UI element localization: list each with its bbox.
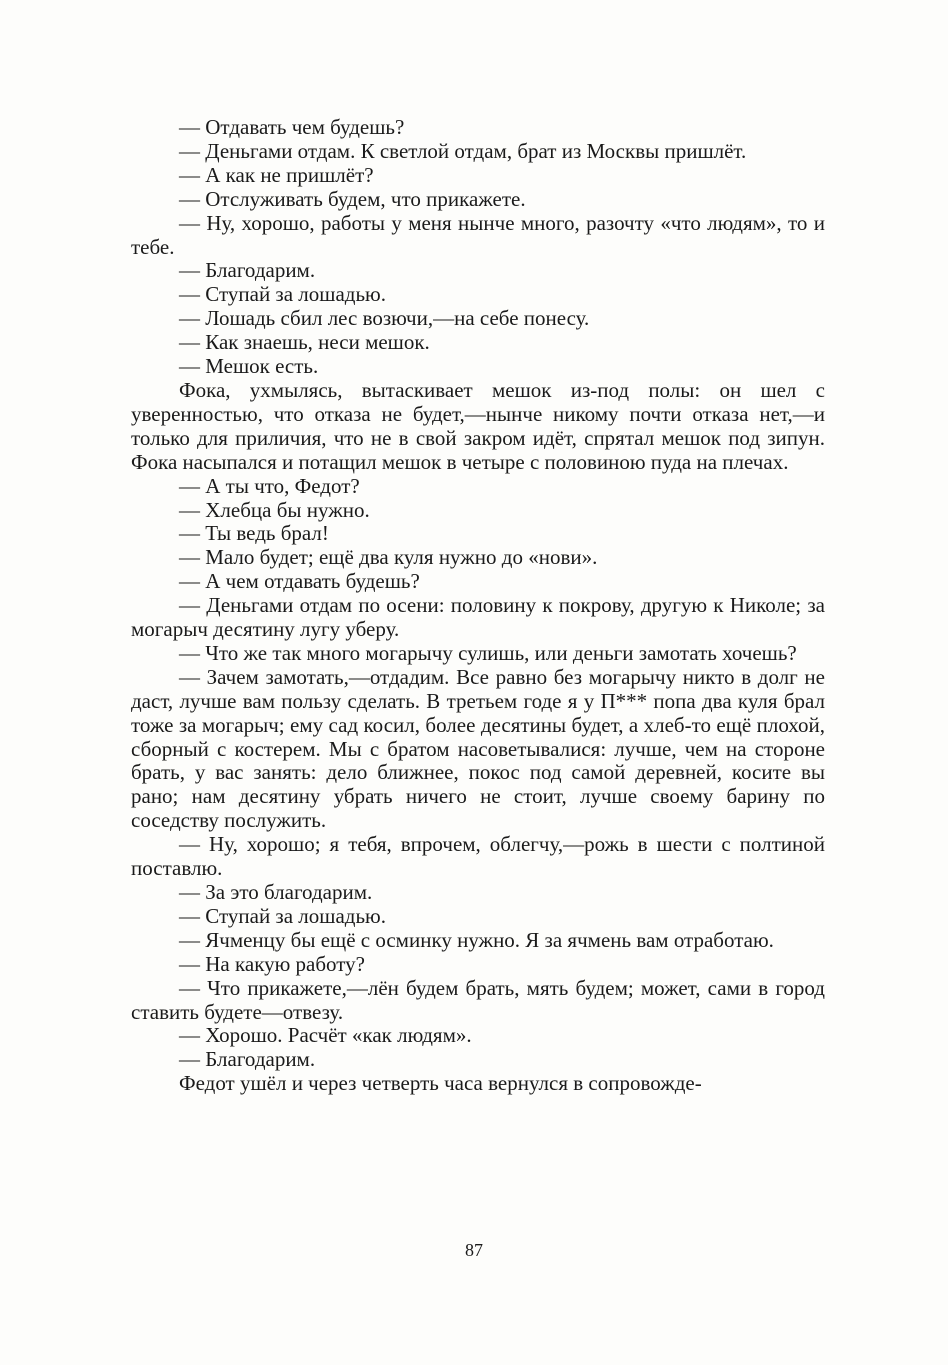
paragraph: — А чем отдавать будешь? (179, 569, 420, 594)
paragraph: — Ступай за лошадью. (179, 903, 386, 928)
paragraph: — Мало будет; ещё два куля нужно до «нови». (179, 545, 598, 570)
paragraph: — Благодарим. (179, 1047, 316, 1072)
text-column (131, 116, 825, 1096)
paragraph: Федот ушёл и через четверть часа вернулся в сопровожде- (179, 1071, 702, 1096)
page-number: 87 (465, 1240, 483, 1260)
paragraph: — Что прикажете,—лён будем брать, мять будем; может, сами в город ставить будете—отвезу. (131, 975, 825, 1024)
paragraph: — Мешок есть. (179, 354, 319, 379)
paragraph: — А как не пришлёт? (179, 162, 374, 187)
paragraph: — Как знаешь, неси мешок. (179, 330, 430, 355)
paragraph: — Ну, хорошо, работы у меня нынче много, разочту «что людям», то и тебе. (131, 210, 825, 259)
paragraph: — Зачем замотать,—отдадим. Все равно без могарычу никто в долг не даст, лучше вам пользу сделать. В третьем годе я у П*** попа два куля брал тоже за могарыч; ему сад косил, более десятины будет, а хлеб-то ещё плохой, сборный с костерем. Мы с братом насоветывалися: лучше, чем на стороне брать, у вас занять: дело ближнее, покос под самой деревней, косите вы рано; нам десятину убрать ничего не стоит, лучше своему барину по соседству послужить. (131, 664, 825, 833)
paragraph: — Благодарим. (179, 258, 316, 283)
paragraph: — Что же так много могарычу сулишь, или деньги замотать хочешь? (179, 640, 797, 665)
paragraph: — Деньгами отдам по осени: половину к покрову, другую к Николе; за могарыч десятину лугу уберу. (131, 593, 825, 642)
paragraph: — Хорошо. Расчёт «как людям». (179, 1023, 472, 1048)
paragraph: — Хлебца бы нужно. (179, 497, 370, 522)
paragraph: — Деньгами отдам. К светлой отдам, брат из Москвы пришлёт. (179, 138, 747, 163)
paragraph: — Ты ведь брал! (179, 521, 329, 546)
paragraph: — Лошадь сбил лес возючи,—на себе понесу. (179, 306, 590, 331)
paragraph: — На какую работу? (179, 951, 365, 976)
paragraph: — Ячменцу бы ещё с осминку нужно. Я за ячмень вам отработаю. (179, 927, 774, 952)
paragraph: — За это благодарим. (179, 880, 373, 904)
paragraph: — А ты что, Федот? (179, 473, 360, 498)
paragraph: Фока, ухмылясь, вытаскивает мешок из-под полы: он шел с уверенностью, что отказа не будет,—нынче никому почти отказа нет,—и только для приличия, что не в свой закром идёт, спрятал мешок под зипун. Фока насыпался и потащил мешок в четыре с половиною пуда на плечах. (131, 377, 825, 474)
paragraph: — Ступай за лошадью. (179, 282, 386, 307)
paragraph: — Отслуживать будем, что прикажете. (179, 186, 526, 211)
paragraph: — Ну, хорошо; я тебя, впрочем, облегчу,—рожь в шести с полтиной поставлю. (131, 832, 825, 881)
paragraph: — Отдавать чем будешь? (179, 115, 405, 139)
